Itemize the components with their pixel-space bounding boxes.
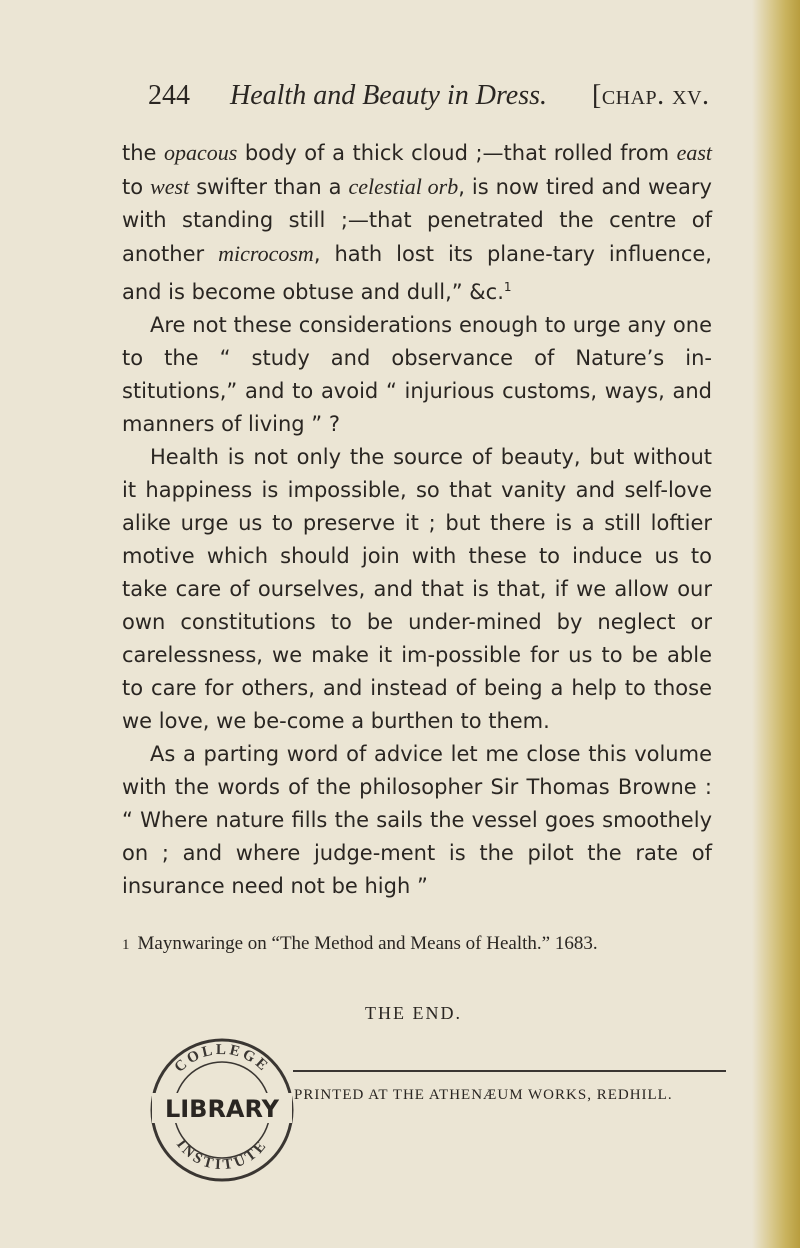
chapter-label: [chap. xv. <box>592 80 710 111</box>
running-title: Health and Beauty in Dress. <box>230 80 548 111</box>
italic-east: east <box>676 140 713 165</box>
footnote-text: Maynwaringe on “The Method and Means of Health.” 1683. <box>137 933 598 954</box>
body-text <box>122 136 712 903</box>
italic-west: west <box>150 174 190 199</box>
paragraph-2: Are not these considerations enough to urge any one to the “ study and observance of Nature’s in-stitutions,” and to avoid “ injurious customs, ways, and manners of living ” ? <box>122 313 712 436</box>
page-number: 244 <box>148 80 190 111</box>
footnote <box>122 930 712 959</box>
footnote-reference: 1 <box>503 280 512 294</box>
paragraph-3: Health is not only the source of beauty, but without it happiness is impossible, so that vanity and self-love alike urge us to preserve it ; but there is a still loftier motive which should join with these to induce us to take care of ourselves, and that is that, if we allow our own constitutions to be under-mined by neglect or carelessness, we make it im-possible for us to be able to care for others, and instead of being a help to those we love, we be-come a burthen to them. <box>122 445 712 733</box>
printer-imprint: PRINTED AT THE ATHENÆUM WORKS, REDHILL. <box>294 1087 673 1103</box>
divider-rule <box>293 1070 726 1072</box>
page-edge-discoloration <box>752 0 800 1248</box>
italic-opacous: opacous <box>164 140 238 165</box>
italic-microcosm: microcosm <box>218 241 314 266</box>
the-end-label: THE END. <box>365 1003 462 1023</box>
italic-celestial-orb: celestial orb <box>348 174 459 199</box>
stamp-top-text: COLLEGE <box>171 1041 273 1076</box>
running-header <box>148 80 748 120</box>
stamp-bottom-text: INSTITUTE <box>172 1136 272 1174</box>
paragraph-1: the opacous body of a thick cloud ;—that rolled from east to west swifter than a celestial orb, is now tired and weary with standing still ;—that penetrated the centre of another microcosm, hath lost its plane-tary influence, and is become obtuse and dull,” &c.$^1$ <box>122 140 713 304</box>
library-stamp <box>148 1035 296 1185</box>
stamp-center-text: LIBRARY <box>164 1095 280 1123</box>
paragraph-4: As a parting word of advice let me close this volume with the words of the philosopher Sir Thomas Browne : “ Where nature fills the sails the vessel goes smoothely on ; and where judge-ment is the pilot the rate of insurance need not be high ” <box>122 742 712 898</box>
footnote-number: 1 <box>122 937 130 953</box>
